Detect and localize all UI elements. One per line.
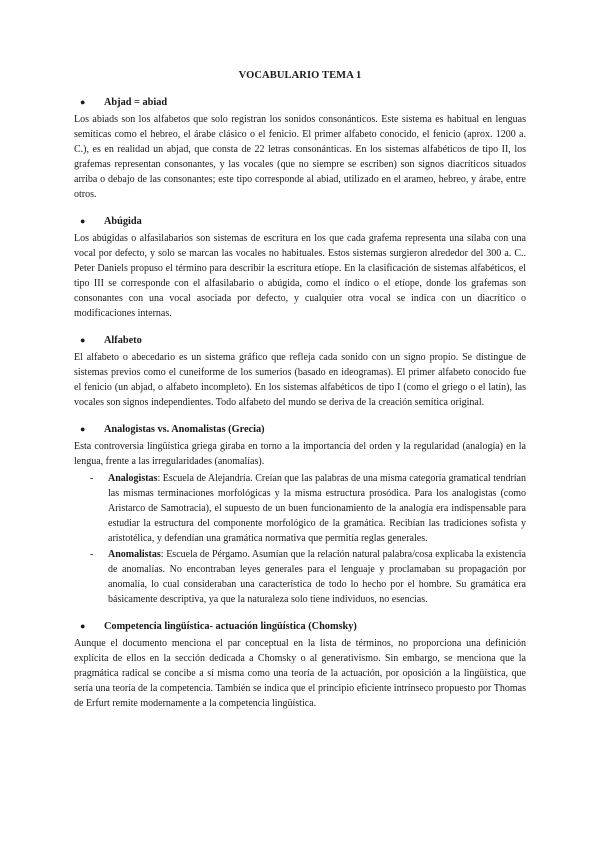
section-heading	[74, 424, 526, 435]
document-title: VOCABULARIO TEMA 1	[238, 70, 362, 81]
section-heading-text: Abúgida	[104, 216, 142, 227]
section-competencia	[74, 621, 526, 711]
dash-marker: -	[90, 549, 94, 560]
list-item	[74, 547, 526, 607]
sub-list	[74, 471, 526, 607]
section-heading-text: Alfabeto	[104, 335, 142, 346]
section-heading-text: Competencia lingüística- actuación lingüística (Chomsky)	[104, 621, 357, 632]
section-body: Los abiads son los alfabetos que solo registran los sonidos consonánticos. Este sistema es habitual en lenguas semíticas como el hebreo, el árabe clásico o el fenicio. El primer alfabeto conocido, el fenicio (aprox. 1200 a. C.), es en realidad un abjad, que consta de 22 letras consonánticas. En los sistemas alfabéticos de tipo II, los grafemas representan consonantes, y las vocales (que no siempre se escriben) son signos diacríticos situados arriba o debajo de las consonantes; este tipo corresponde al abiad, utilizado en el arameo, hebreo, y árabe, entre otros.	[74, 114, 526, 200]
list-item-term: Analogistas	[108, 473, 158, 484]
section-alfabeto	[74, 335, 526, 410]
section-heading	[74, 216, 526, 227]
section-body: Aunque el documento menciona el par conceptual en la lista de términos, no proporciona una definición explícita de ellos en la sección dedicada a Chomsky o al generativismo. Sin embargo, se menciona que la pragmática radical se concibe a sí misma como una teoría de la actuación, por oposición a la lingüística, que sería una teoría de la competencia. También se indica que el principio eficiente intrínseco propuesto por Thomas de Erfurt remite modernamente a la competencia lingüística.	[74, 638, 526, 709]
bullet-icon: ●	[80, 335, 86, 345]
section-body: El alfabeto o abecedario es un sistema gráfico que refleja cada sonido con un signo propio. Se distingue de sistemas previos como el cuneiforme de los sumerios (basado en ideogramas). El primer alfabeto conocido fue el fenicio (un abjad, o alfabeto incompleto). En los sistemas alfabéticos de tipo I (como el griego o el latín), las vocales son signos independientes. Todo alfabeto del mundo se deriva de la creación semítica original.	[74, 352, 526, 408]
list-item-term: Anomalistas	[108, 549, 161, 560]
section-body: Los abúgidas o alfasilabarios son sistemas de escritura en los que cada grafema representa una sílaba con una vocal por defecto, y solo se marcan las vocales no habituales. Estos sistemas surgieron alrededor del 300 a. C.. Peter Daniels propuso el término para describir la escritura etíope. En la clasificación de sistemas alfabéticos, el tipo III se corresponde con el alfasilabario o abúgida, como el índico o el etíope, donde los grafemas son consonantes con una vocal asociada por defecto, y cualquier otra vocal se indica con un diacrítico o modificaciones internas.	[74, 233, 526, 319]
section-body: Esta controversia lingüística griega giraba en torno a la importancia del orden y la regularidad (analogía) en la lengua, frente a las irregularidades (anomalías).	[74, 441, 526, 467]
dash-marker: -	[90, 473, 94, 484]
section-heading-text: Analogistas vs. Anomalistas (Grecia)	[104, 424, 265, 435]
bullet-icon: ●	[80, 424, 86, 434]
list-item-text: : Escuela de Alejandría. Creían que las palabras de una misma categoría gramatical tendrían las mismas terminaciones morfológicas y la misma estructura prosódica. Para los analogistas (como Aristarco de Samotracia), el supuesto de un buen funcionamiento de la analogía era indispensable para estudiar la estructura del componente morfológico de la gramática. Recibían las tradiciones sofista y aristotélica, y defendían una gramática normativa que permitía reglas generales.	[108, 473, 526, 544]
section-heading	[74, 335, 526, 346]
section-abugida	[74, 216, 526, 321]
section-analogistas	[74, 424, 526, 607]
list-item	[74, 471, 526, 546]
section-heading	[74, 621, 526, 632]
list-item-text: : Escuela de Pérgamo. Asumían que la relación natural palabra/cosa explicaba la existencia de anomalías. No encontraban leyes generales para el lenguaje y proclamaban su propagación por anomalía, lo cual consideraban una característica de todo lo hecho por el hombre. Su gramática era básicamente descriptiva, ya que la naturaleza solo tiene individuos, no esencias.	[108, 549, 526, 605]
bullet-icon: ●	[80, 216, 86, 226]
bullet-icon: ●	[80, 621, 86, 631]
section-abjad	[74, 97, 526, 202]
document-page	[74, 70, 526, 725]
bullet-icon: ●	[80, 97, 86, 107]
section-heading-text: Abjad = abiad	[104, 97, 168, 108]
section-heading	[74, 97, 526, 108]
